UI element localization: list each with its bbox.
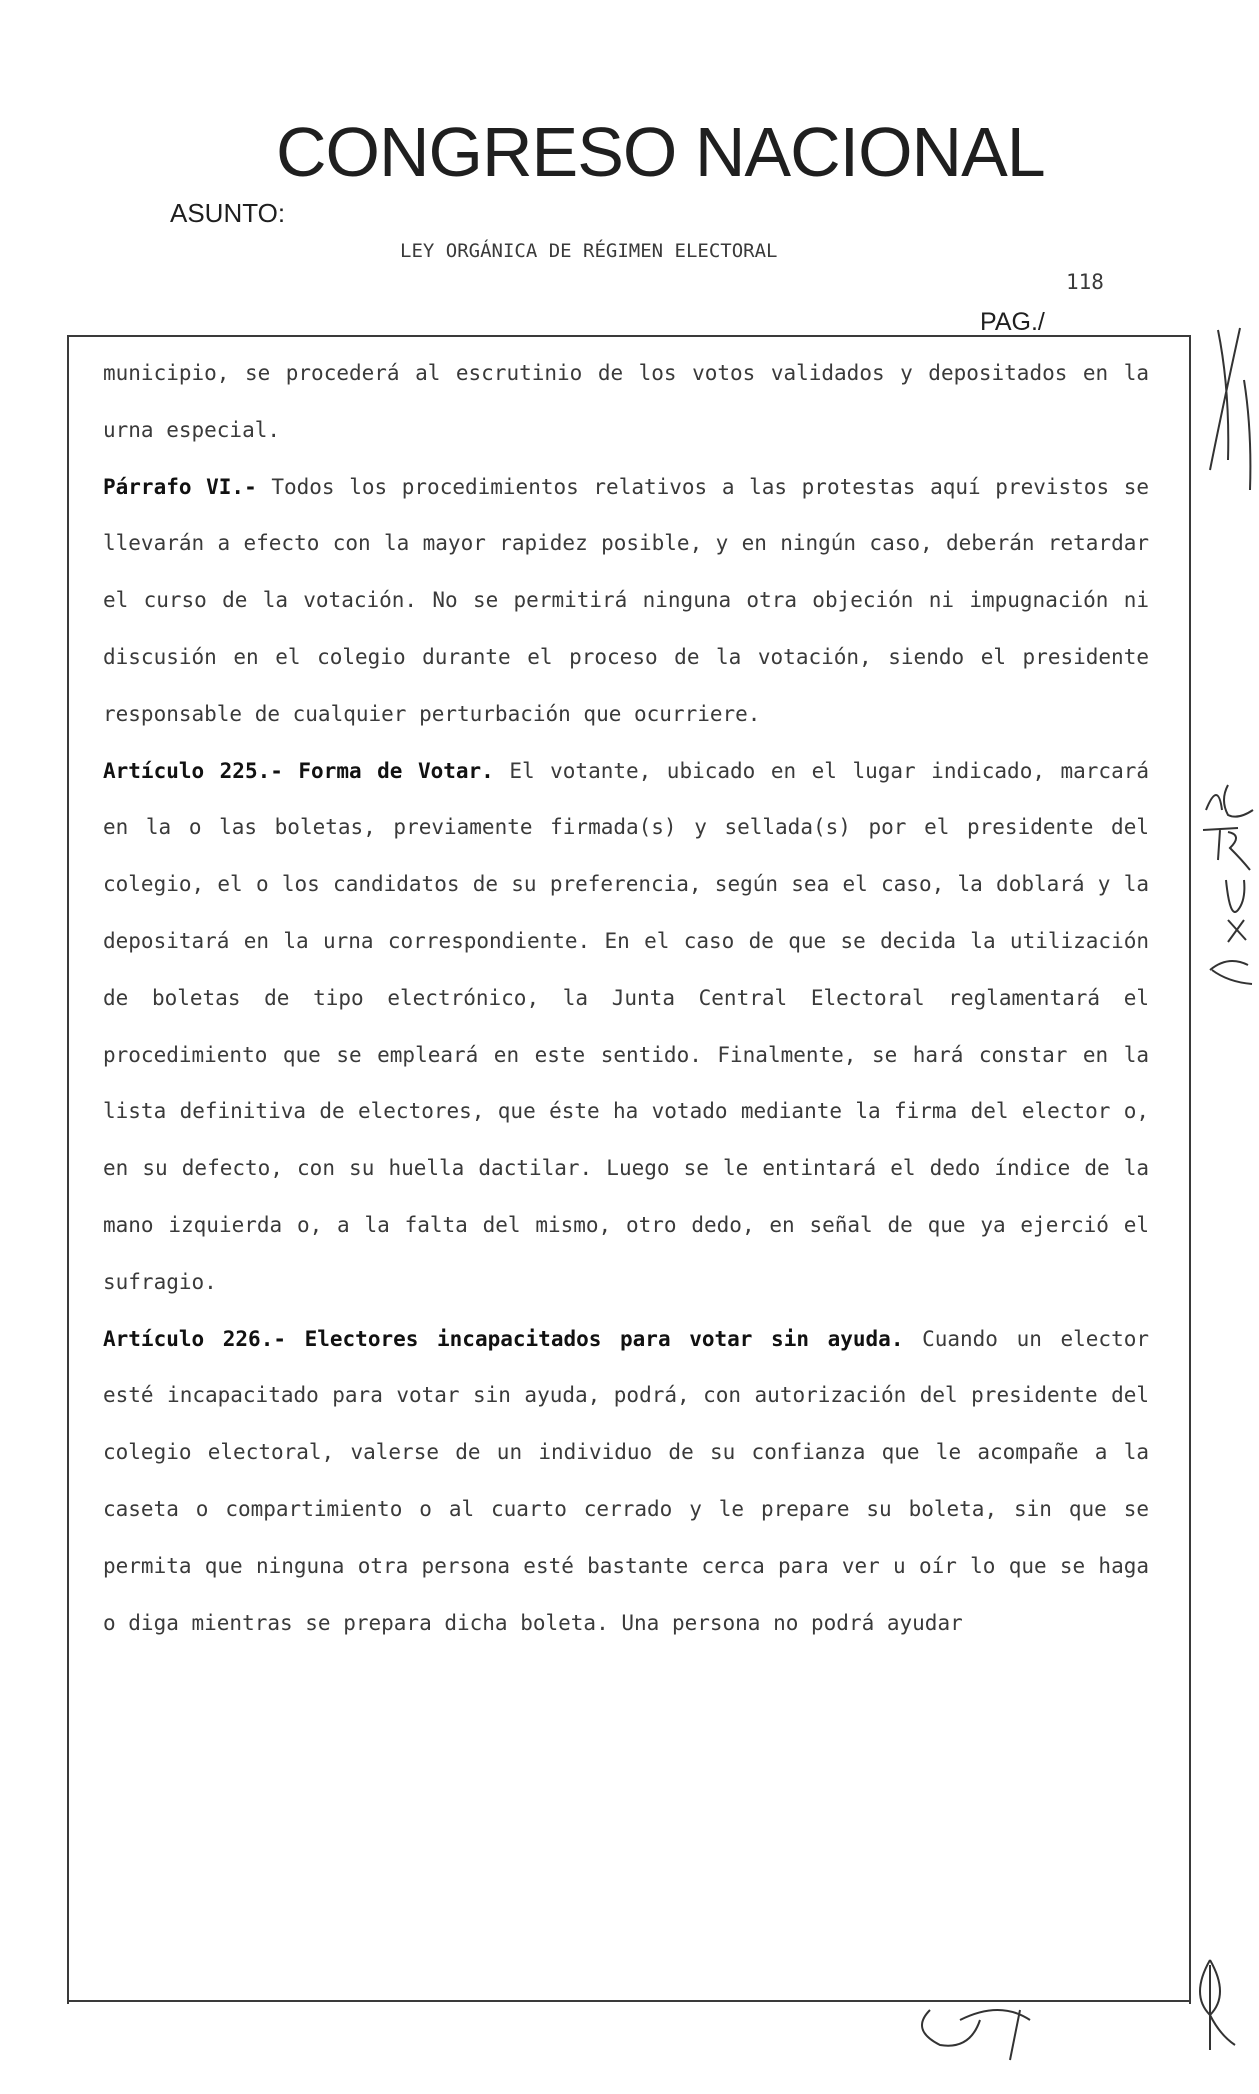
page-number: 118: [1066, 270, 1104, 294]
footer-signature: [900, 1950, 1100, 2070]
paragraph-vi-text: Todos los procedimientos relativos a las protestas aquí previstos se llevarán a efecto con la mayor rapidez posible, y en ningún caso, deberán retardar el curso de la votación. No se permitirá ninguna otra objeción ni impugnación ni discusión en el colegio durante el proceso de la votación, siendo el presidente responsable de cualquier perturbación que ocurriere.: [103, 474, 1150, 726]
corner-mark: [1180, 1955, 1240, 2055]
document-subject: LEY ORGÁNICA DE RÉGIMEN ELECTORAL: [400, 240, 778, 262]
article-225-heading: Artículo 225.- Forma de Votar.: [103, 758, 494, 783]
article-225-text: El votante, ubicado en el lugar indicado, marcará en la o las boletas, previamente firmada(s) y sellada(s) por el presidente del colegio, el o los candidatos de su preferencia, según sea el caso, la doblará y la depositará en la urna correspondiente. En el caso de que se decida la utilización de boletas de tipo electrónico, la Junta Central Electoral reglamentará el procedimiento que se empleará en este sentido. Finalmente, se hará constar en la lista definitiva de electores, que éste ha votado mediante la firma del elector o, en su defecto, con su huella dactilar. Luego se le entintará el dedo índice de la mano izquierda o, a la falta del mismo, otro dedo, en señal de que ya ejerció el sufragio.: [103, 758, 1149, 1294]
margin-initials: [1198, 770, 1258, 1000]
article-226-heading: Artículo 226.- Electores incapacitados para votar sin ayuda.: [103, 1326, 904, 1351]
article-225: [103, 743, 1149, 1311]
paragraph-vi-heading: Párrafo VI.-: [103, 474, 257, 499]
document-body: [103, 345, 1149, 1651]
margin-signature-x: [1200, 320, 1259, 500]
article-226: [103, 1311, 1149, 1652]
page-label: PAG./: [980, 308, 1045, 336]
paragraph-continuation: municipio, se procederá al escrutinio de los votos validados y depositados en la urna especial.: [103, 361, 1149, 442]
paragraph-vi: [103, 459, 1149, 743]
asunto-label: ASUNTO:: [170, 198, 286, 228]
document-title: CONGRESO NACIONAL: [276, 113, 1045, 191]
article-226-text: Cuando un elector esté incapacitado para votar sin ayuda, podrá, con autorización del presidente del colegio electoral, valerse de un individuo de su confianza que le acompañe a la caseta o compartimiento o al cuarto cerrado y le prepare su boleta, sin que se permita que ninguna otra persona esté bastante cerca para ver u oír lo que se haga o diga mientras se prepara dicha boleta. Una persona no podrá ayudar: [103, 1326, 1149, 1635]
